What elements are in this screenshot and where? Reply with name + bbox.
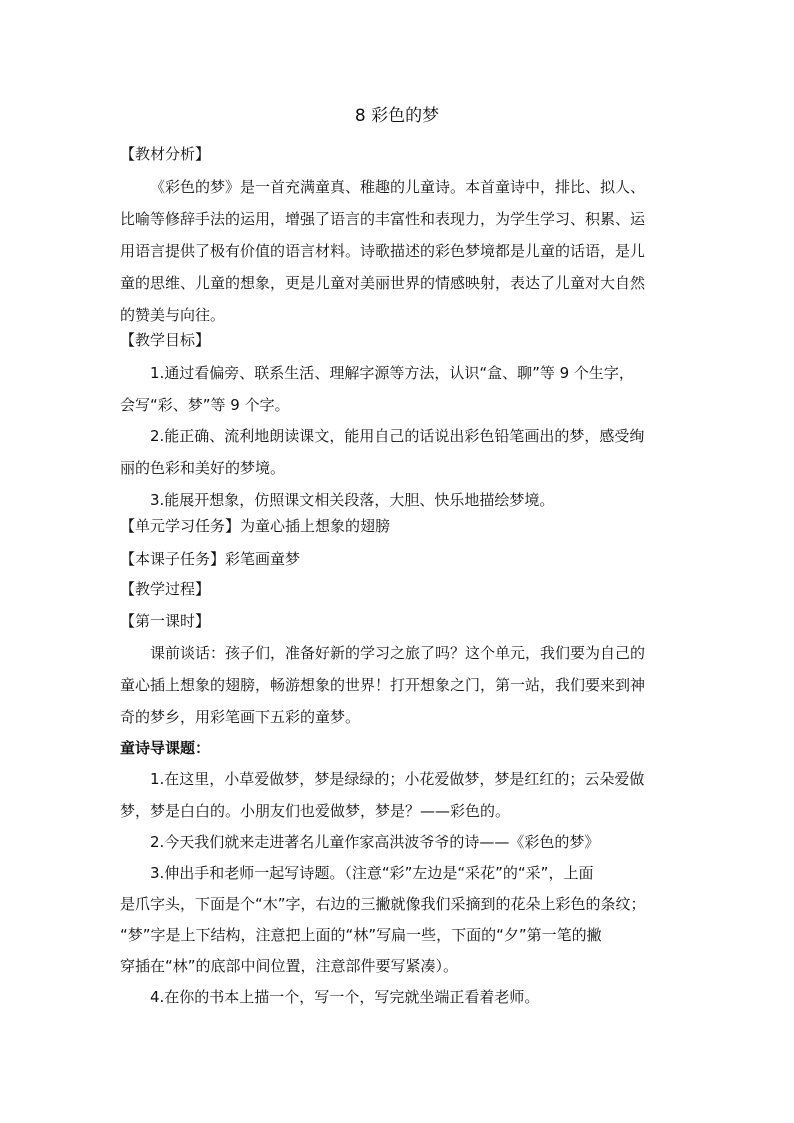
heading-textbook-analysis: 【教材分析】 — [120, 145, 211, 163]
goal-line: 丽的色彩和美好的梦境。 — [120, 459, 286, 477]
document-title: 8 彩色的梦 — [354, 106, 440, 126]
heading-poem-intro: 童诗导课题： — [120, 739, 211, 757]
step-line: 梦，梦是白白的。小朋友们也爱做梦，梦是？——彩色的。 — [120, 802, 511, 820]
lesson-subtask: 【本课子任务】彩笔画童梦 — [120, 550, 301, 568]
paragraph-line: 用语言提供了极有价值的语言材料。诗歌描述的彩色梦境都是儿童的话语，是儿 — [120, 242, 646, 260]
goal-line: 1.通过看偏旁、联系生活、理解字源等方法，认识“盒、聊”等 9 个生字， — [150, 364, 634, 382]
step-line: 2.今天我们就来走进著名儿童作家高洪波爷爷的诗——《彩色的梦》 — [150, 833, 600, 851]
heading-teaching-goals: 【教学目标】 — [120, 331, 211, 349]
goal-line: 会写“彩、梦”等 9 个字。 — [120, 396, 290, 414]
step-line: 是爪字头，下面是个“木”字，右边的三撇就像我们采摘到的花朵上彩色的条纹； — [120, 895, 646, 913]
paragraph-line: 的赞美与向往。 — [120, 306, 226, 324]
heading-first-lesson: 【第一课时】 — [120, 612, 211, 630]
step-line: 1.在这里，小草爱做梦，梦是绿绿的；小花爱做梦，梦是红红的；云朵爱做 — [150, 770, 645, 788]
paragraph-line: 比喻等修辞手法的运用，增强了语言的丰富性和表现力，为学生学习、积累、运 — [120, 210, 646, 228]
goal-line: 2.能正确、流利地朗读课文，能用自己的话说出彩色铅笔画出的梦，感受绚 — [150, 427, 645, 445]
step-line: “梦”字是上下结构，注意把上面的“林”写扁一些，下面的“夕”第一笔的撇 — [120, 926, 602, 944]
paragraph-line: 奇的梦乡，用彩笔画下五彩的童梦。 — [120, 708, 361, 726]
paragraph-line: 《彩色的梦》是一首充满童真、稚趣的儿童诗。本首童诗中，排比、拟人、 — [150, 178, 646, 196]
paragraph-line: 童的思维、儿童的想象，更是儿童对美丽世界的情感映射，表达了儿童对大自然 — [120, 274, 646, 292]
step-line: 3.伸出手和老师一起写诗题。（注意“彩”左边是“采花”的“采”，上面 — [150, 864, 594, 882]
paragraph-line: 童心插上想象的翅膀，畅游想象的世界！打开想象之门，第一站，我们要来到神 — [120, 676, 646, 694]
goal-line: 3.能展开想象，仿照课文相关段落，大胆、快乐地描绘梦境。 — [150, 491, 555, 509]
step-line: 4.在你的书本上描一个，写一个，写完就坐端正看着老师。 — [150, 988, 540, 1006]
unit-task: 【单元学习任务】为童心插上想象的翅膀 — [120, 517, 391, 535]
step-line: 穿插在“林”的底部中间位置，注意部件要写紧凑）。 — [120, 957, 459, 975]
heading-teaching-process: 【教学过程】 — [120, 580, 211, 598]
paragraph-line: 课前谈话：孩子们，准备好新的学习之旅了吗？这个单元，我们要为自己的 — [150, 644, 646, 662]
